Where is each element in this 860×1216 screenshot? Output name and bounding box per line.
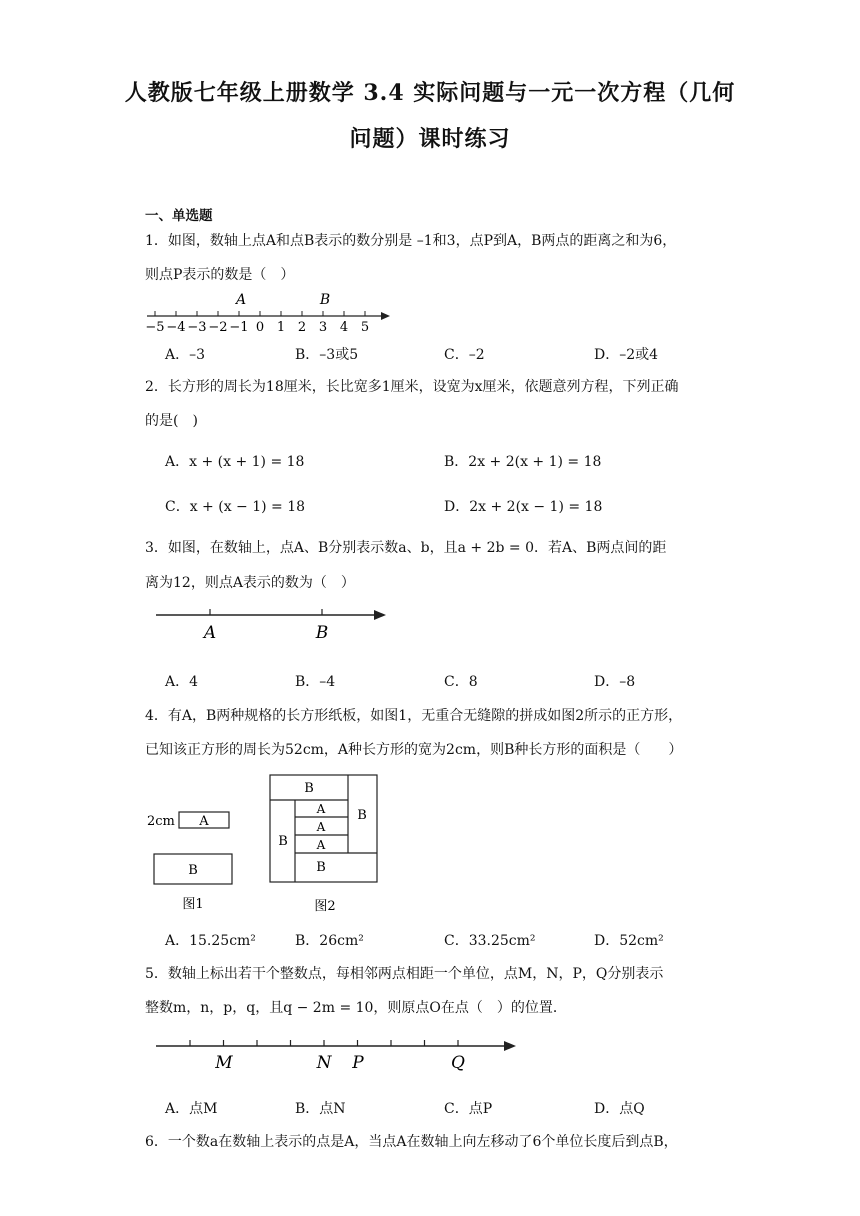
q1-text-line2: 则点P表示的数是（ ） xyxy=(145,267,295,283)
q1-text-line1: 1．如图，数轴上点A和点B表示的数分别是 –1和3，点P到A，B两点的距离之和为6， xyxy=(145,233,677,249)
q1-axis-tick-label: 1 xyxy=(276,320,286,334)
page-title-line2: 问题）课时练习 xyxy=(349,126,511,152)
q4-fig1-width-label: 2cm xyxy=(147,814,175,829)
q5-point-p-label: P xyxy=(352,1053,364,1073)
q1-axis-tick-label: −4 xyxy=(166,320,186,334)
q1-axis-tick-label: −1 xyxy=(229,320,249,334)
q4-option-b[interactable]: B．26cm² xyxy=(295,933,364,949)
q2-option-d[interactable]: D．2x + 2(x − 1) = 18 xyxy=(444,499,603,515)
q4-fig1-caption: 图1 xyxy=(182,897,204,912)
q5-text-line2: 整数m，n，p，q，且q − 2m = 10，则原点O在点（ ）的位置． xyxy=(145,1000,567,1016)
q1-point-b-label: B xyxy=(319,292,331,308)
q3-option-b[interactable]: B．–4 xyxy=(295,674,336,690)
q3-point-b-label: B xyxy=(315,623,329,643)
q3-text-line2: 离为12，则点A表示的数为（ ） xyxy=(145,575,355,591)
q4-fig2-label-b-left: B xyxy=(278,834,288,849)
q3-text-line1: 3．如图，在数轴上，点A、B分别表示数a、b，且a + 2b = 0．若A、B两点间的距 xyxy=(145,540,667,556)
q1-axis-tick-label: 0 xyxy=(255,320,265,334)
q5-point-n-label: N xyxy=(316,1053,332,1073)
q4-fig2-label-b-top: B xyxy=(304,781,314,796)
q1-axis-tick-label: −3 xyxy=(187,320,207,334)
q1-number-line-figure xyxy=(145,288,395,334)
q6-text-line1: 6．一个数a在数轴上表示的点是A，当点A在数轴上向左移动了6个单位长度后到点B， xyxy=(145,1134,678,1150)
q3-number-line-figure xyxy=(150,600,390,648)
q3-option-d[interactable]: D．–8 xyxy=(594,674,636,690)
q3-point-a-label: A xyxy=(203,623,217,643)
q2-text-line1: 2．长方形的周长为18厘米，长比宽多1厘米，设宽为x厘米，依题意列方程，下列正确 xyxy=(145,379,679,395)
q2-option-b[interactable]: B．2x + 2(x + 1) = 18 xyxy=(444,454,602,470)
q1-axis-tick-label: −5 xyxy=(145,320,165,334)
q4-figures xyxy=(145,770,385,920)
page-title-line1: 人教版七年级上册数学 3.4 实际问题与一元一次方程（几何 xyxy=(124,80,736,106)
q4-text-line2: 已知该正方形的周长为52cm，A种长方形的宽为2cm，则B种长方形的面积是（ ） xyxy=(145,742,683,758)
q4-option-a[interactable]: A．15.25cm² xyxy=(165,933,256,949)
q2-text-line2: 的是( ) xyxy=(145,413,198,429)
section-heading: 一、单选题 xyxy=(145,208,213,224)
q4-fig2-caption: 图2 xyxy=(314,899,336,914)
q5-point-m-label: M xyxy=(215,1053,233,1073)
q4-option-c[interactable]: C．33.25cm² xyxy=(444,933,536,949)
q5-option-a[interactable]: A．点M xyxy=(165,1101,218,1117)
q4-text-line1: 4．有A，B两种规格的长方形纸板，如图1，无重合无缝隙的拼成如图2所示的正方形， xyxy=(145,708,683,724)
q4-fig1-label-a: A xyxy=(199,814,209,829)
q4-fig2-label-b-bottom: B xyxy=(316,860,326,875)
q5-option-c[interactable]: C．点P xyxy=(444,1101,493,1117)
q5-option-b[interactable]: B．点N xyxy=(295,1101,346,1117)
q4-option-d[interactable]: D．52cm² xyxy=(594,933,664,949)
q1-axis-tick-label: −2 xyxy=(208,320,228,334)
q1-option-b[interactable]: B．–3或5 xyxy=(295,347,359,363)
q1-option-d[interactable]: D．–2或4 xyxy=(594,347,659,363)
q4-fig1-label-b: B xyxy=(188,863,198,878)
q1-option-c[interactable]: C．–2 xyxy=(444,347,485,363)
q1-axis-tick-label: 2 xyxy=(297,320,307,334)
q1-axis-tick-label: 3 xyxy=(318,320,328,334)
q1-option-a[interactable]: A．–3 xyxy=(165,347,206,363)
q4-fig2-label-a-2: A xyxy=(316,820,326,834)
q4-fig2-label-b-right: B xyxy=(357,808,367,823)
q3-option-c[interactable]: C．8 xyxy=(444,674,478,690)
q5-number-line-figure xyxy=(150,1030,522,1078)
q5-option-d[interactable]: D．点Q xyxy=(594,1101,645,1117)
q5-text-line1: 5．数轴上标出若干个整数点，每相邻两点相距一个单位，点M，N，P，Q分别表示 xyxy=(145,966,664,982)
q1-point-a-label: A xyxy=(235,292,247,308)
q4-fig2-label-a-1: A xyxy=(316,802,326,816)
q1-axis-tick-label: 4 xyxy=(339,320,349,334)
q2-option-c[interactable]: C．x + (x − 1) = 18 xyxy=(165,499,306,515)
q1-axis-tick-label: 5 xyxy=(360,320,370,334)
q5-point-q-label: Q xyxy=(451,1053,465,1073)
q2-option-a[interactable]: A．x + (x + 1) = 18 xyxy=(165,454,305,470)
q4-fig2-label-a-3: A xyxy=(316,838,326,852)
q3-option-a[interactable]: A．4 xyxy=(165,674,199,690)
